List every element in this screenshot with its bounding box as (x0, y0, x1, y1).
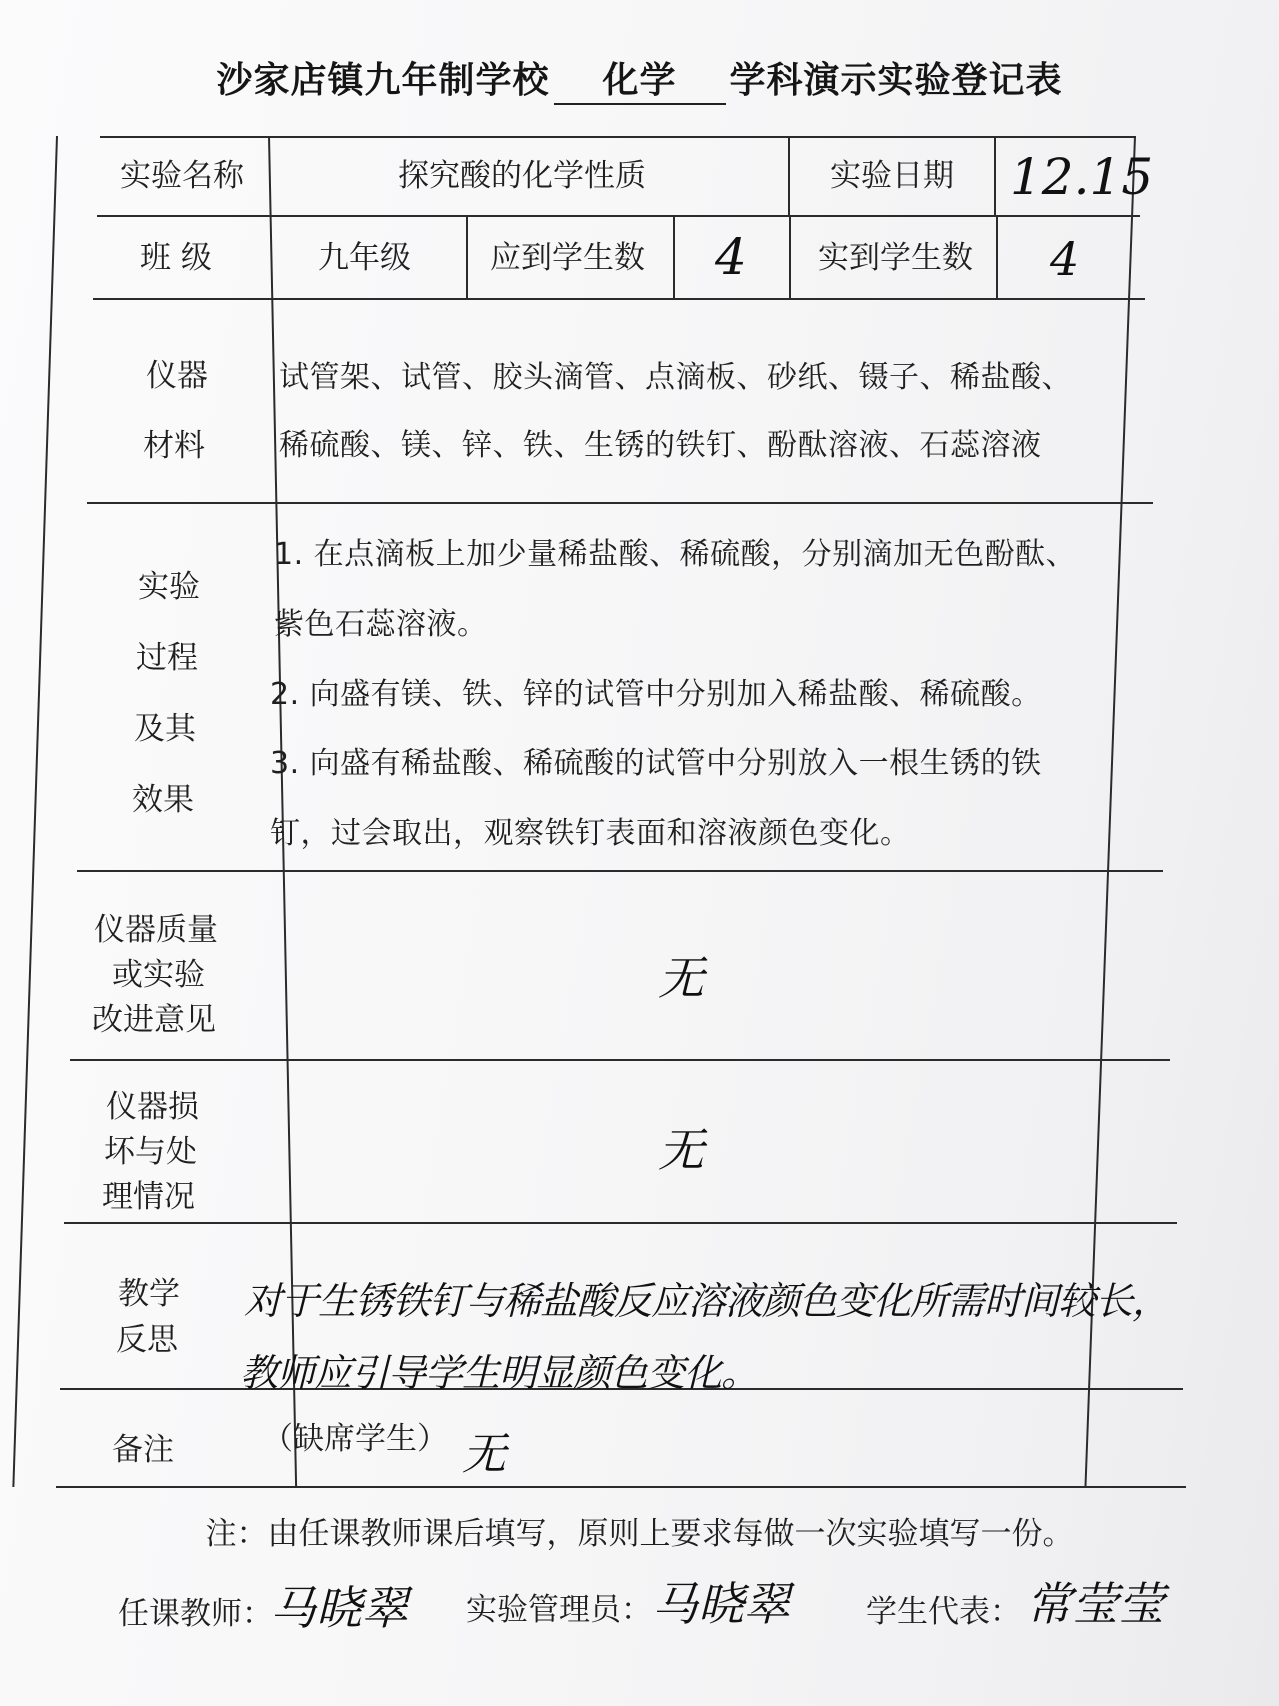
materials-line1: 试管架、试管、胶头滴管、点滴板、砂纸、镊子、稀盐酸、 (279, 360, 1072, 395)
table-row-divider (97, 215, 1140, 217)
row2-divider (466, 215, 468, 299)
reflection-label-line2: 反思 (116, 1322, 178, 1358)
process-label-line4: 效果 (132, 782, 194, 818)
actual-students-label: 实到学生数 (818, 240, 973, 276)
student-rep-label: 学生代表： (866, 1594, 1021, 1630)
title-subject: 化学 (554, 52, 726, 105)
title-prefix: 沙家店镇九年制学校 (216, 60, 550, 101)
experiment-date-label: 实验日期 (830, 158, 954, 194)
process-line1: 1. 在点滴板上加少量稀盐酸、稀硫酸，分别滴加无色酚酞、 (274, 537, 1077, 572)
table-border-left (12, 136, 58, 1487)
reflection-label-line1: 教学 (118, 1276, 180, 1312)
actual-students-value: 4 (1050, 232, 1080, 286)
materials-label-line2: 材料 (143, 428, 205, 464)
row2-divider (996, 215, 998, 299)
row2-divider (673, 215, 675, 299)
expected-students-label: 应到学生数 (490, 240, 645, 276)
lab-admin-label: 实验管理员： (466, 1592, 652, 1628)
damage-label-line1: 仪器损 (106, 1089, 199, 1125)
page-title (0, 52, 1279, 105)
footer-note: 注：由任课教师课后填写，原则上要求每做一次实验填写一份。 (205, 1516, 1074, 1552)
lab-admin-signature: 马晓翠 (652, 1577, 790, 1631)
table-row-divider (64, 1222, 1177, 1224)
experiment-name-label: 实验名称 (120, 158, 244, 194)
expected-students-value: 4 (715, 228, 747, 286)
damage-label-line2: 坏与处 (104, 1134, 197, 1170)
reflection-line2: 教师应引导学生明显颜色变化。 (240, 1351, 759, 1395)
row1-divider (788, 136, 790, 216)
quality-value: 无 (658, 951, 704, 1005)
quality-label-line2: 或实验 (112, 957, 205, 993)
process-label-line2: 过程 (136, 640, 198, 676)
table-row-divider (87, 502, 1153, 504)
student-rep-signature: 常莹莹 (1026, 1577, 1164, 1631)
remarks-value: 无 (462, 1429, 506, 1480)
teacher-signature: 马晓翠 (270, 1581, 408, 1635)
table-row-divider (77, 870, 1163, 872)
title-suffix: 学科演示实验登记表 (729, 60, 1063, 101)
process-line3: 2. 向盛有镁、铁、锌的试管中分别加入稀盐酸、稀硫酸。 (270, 677, 1042, 712)
table-row-divider (93, 298, 1145, 300)
process-line4: 3. 向盛有稀盐酸、稀硫酸的试管中分别放入一根生锈的铁 (270, 746, 1042, 781)
materials-line2: 稀硫酸、镁、锌、铁、生锈的铁钉、酚酞溶液、石蕊溶液 (279, 428, 1042, 463)
process-line5: 钉，过会取出，观察铁钉表面和溶液颜色变化。 (270, 816, 911, 851)
process-label-line3: 及其 (134, 711, 196, 747)
process-label-line1: 实验 (138, 569, 200, 605)
reflection-line1: 对于生锈铁钉与稀盐酸反应溶液颜色变化所需时间较长， (244, 1279, 1170, 1323)
row2-divider (789, 215, 791, 299)
materials-label-line1: 仪器 (146, 358, 208, 394)
remarks-prefix: （缺席学生） (262, 1421, 448, 1457)
table-border-top (100, 136, 1136, 138)
quality-label-line3: 改进意见 (92, 1002, 216, 1038)
table-row-divider (70, 1059, 1170, 1061)
remarks-label: 备注 (112, 1432, 174, 1468)
experiment-name-value: 探究酸的化学性质 (398, 158, 646, 194)
teacher-label: 任课教师： (118, 1596, 273, 1632)
quality-label-line1: 仪器质量 (94, 912, 218, 948)
row1-divider (994, 136, 996, 216)
damage-value: 无 (658, 1123, 704, 1177)
damage-label-line3: 理情况 (102, 1179, 195, 1215)
table-border-bottom (56, 1486, 1186, 1488)
experiment-date-value: 12.15 (1010, 148, 1154, 206)
class-label: 班 级 (140, 240, 212, 276)
process-line2: 紫色石蕊溶液。 (274, 607, 488, 642)
class-value: 九年级 (318, 240, 411, 276)
